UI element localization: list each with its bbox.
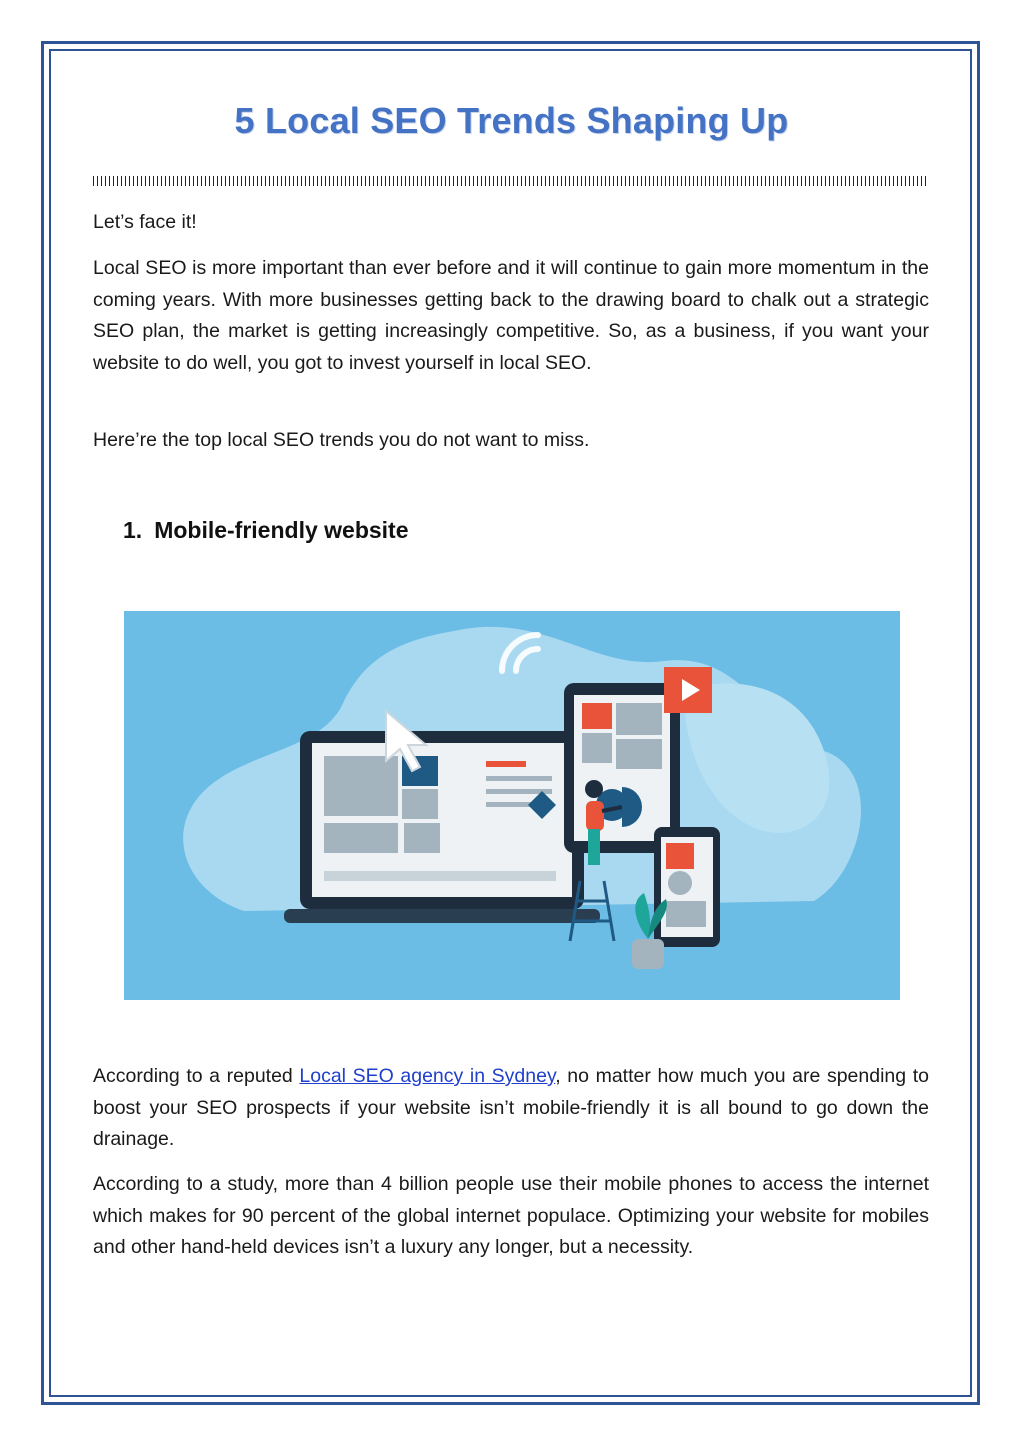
local-seo-agency-link[interactable]: Local SEO agency in Sydney <box>299 1065 556 1087</box>
section-heading-text: Mobile-friendly website <box>154 517 409 543</box>
section-number: 1. <box>123 517 143 543</box>
intro-paragraph-3: Here’re the top local SEO trends you do not want to miss. <box>93 429 590 451</box>
body-paragraph-study: According to a study, more than 4 billion people use their mobile phones to access the internet which makes for 90 percent of the global internet populace. Optimizing your website for mobiles and other hand-held devices isn’t a luxury any longer, but a necessity. <box>93 1173 929 1258</box>
intro-paragraph-1: Let’s face it! <box>93 211 197 233</box>
agency-text-before: According to a reputed <box>93 1065 300 1087</box>
agency-text-after: , no matter how much you are spending to boost your SEO prospects if your website isn’t mobile-friendly it is all bound to go down the drainage. <box>93 1065 929 1150</box>
body-paragraph-agency <box>93 1061 929 1156</box>
intro-paragraph-2: Local SEO is more important than ever before and it will continue to gain more momentum in the coming years. With more businesses getting back to the drawing board to chalk out a strategic SEO plan, the market is getting increasingly competitive. So, as a business, if you want your website to do well, you got to invest yourself in local SEO. <box>93 257 929 374</box>
responsive-devices-illustration <box>124 611 900 1000</box>
page-title: 5 Local SEO Trends Shaping Up <box>234 100 789 141</box>
tick-divider <box>93 176 929 186</box>
section-heading-mobile-friendly <box>123 517 409 544</box>
